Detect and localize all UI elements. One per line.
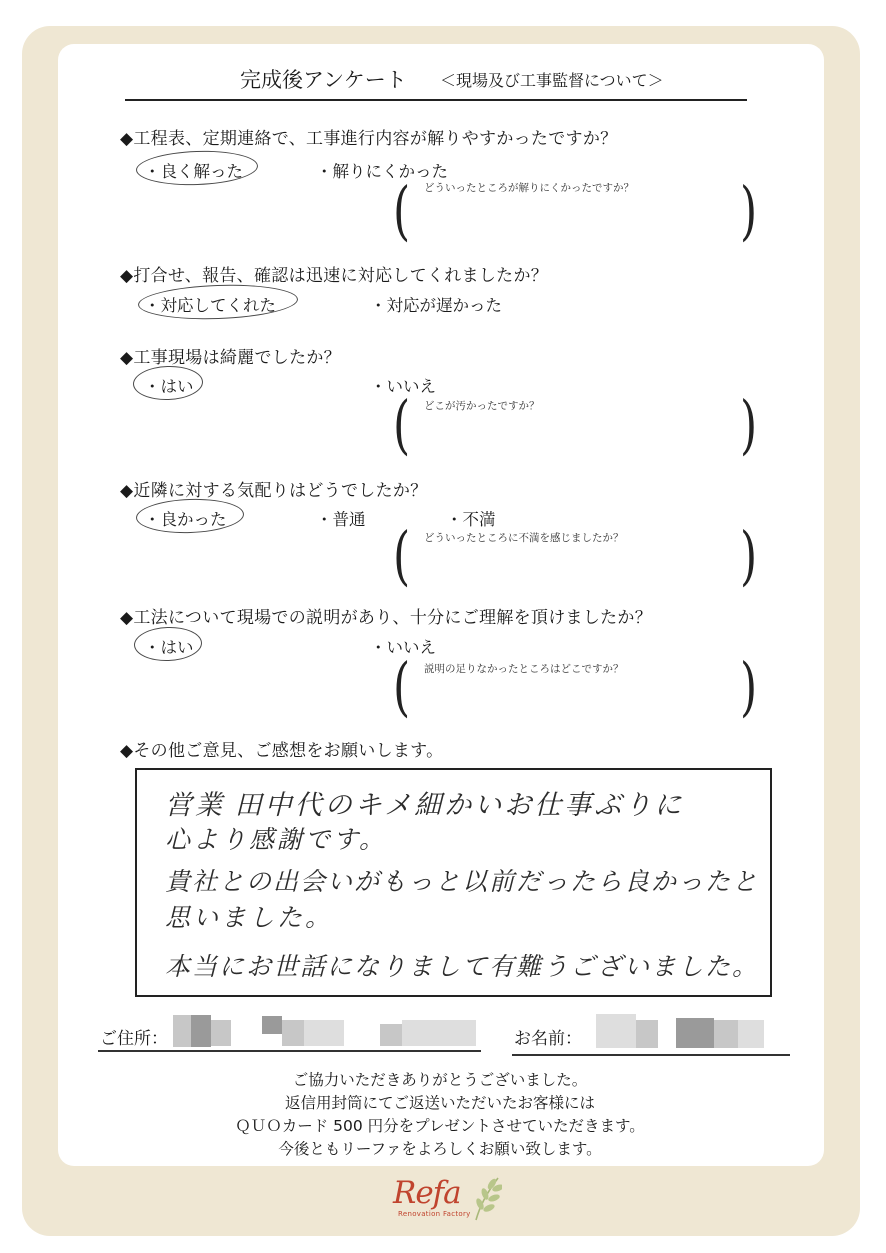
- q5-hint: 説明の足りなかったところはどこですか？: [424, 663, 624, 675]
- thanks-line-2: 返信用封筒にてご返送いただいたお客様には: [284, 1094, 595, 1112]
- title-underline: [125, 99, 747, 101]
- address-underline: [98, 1050, 481, 1052]
- page-title: 完成後アンケート: [240, 68, 407, 92]
- q5-bracket-close: ): [740, 650, 758, 725]
- q1-bracket-open: (: [393, 174, 411, 249]
- thanks-line-1: ご協力いただきありがとうございました。: [292, 1071, 588, 1089]
- comments-prompt: ◆その他ご意見、ご感想をお願いします。: [120, 741, 444, 761]
- name-label: お名前：: [514, 1029, 582, 1049]
- q5-option-2[interactable]: ・いいえ: [370, 638, 436, 657]
- q1-option-2[interactable]: ・解りにくかった: [316, 162, 448, 181]
- question-1: ◆工程表、定期連絡で、工事進行内容が解りやすかったですか？: [120, 129, 618, 149]
- q4-option-2[interactable]: ・普通: [316, 510, 366, 529]
- thanks-line-4: 今後ともリーファをよろしくお願い致します。: [278, 1140, 602, 1158]
- handwritten-line-5: 本当にお世話になりまして有難うございました。: [165, 954, 760, 981]
- q4-bracket-close: ): [740, 519, 758, 594]
- q3-bracket-close: ): [740, 388, 758, 463]
- leaf-icon: [468, 1174, 502, 1222]
- question-5: ◆工法について現場での説明があり、十分にご理解を頂けましたか？: [120, 608, 653, 628]
- q2-option-1[interactable]: ・対応してくれた: [144, 296, 276, 315]
- q3-option-1[interactable]: ・はい: [144, 377, 194, 396]
- q4-hint: どういったところに不満を感じましたか？: [424, 532, 624, 544]
- q5-bracket-open: (: [393, 650, 411, 725]
- handwritten-line-4: 思いました。: [165, 905, 334, 932]
- q1-option-1[interactable]: ・良く解った: [144, 162, 243, 181]
- address-label: ご住所：: [100, 1029, 168, 1049]
- question-4: ◆近隣に対する気配りはどうでしたか？: [120, 481, 428, 501]
- q2-option-2[interactable]: ・対応が遅かった: [370, 296, 502, 315]
- page-subtitle: ＜現場及び工事監督について＞: [440, 71, 664, 90]
- q3-bracket-open: (: [393, 388, 411, 463]
- q4-option-1[interactable]: ・良かった: [144, 510, 227, 529]
- question-3: ◆工事現場は綺麗でしたか？: [120, 348, 341, 368]
- q1-hint: どういったところが解りにくかったですか？: [424, 182, 634, 194]
- q3-hint: どこが汚かったですか？: [424, 400, 540, 412]
- question-2: ◆打合せ、報告、確認は迅速に対応してくれましたか？: [120, 266, 549, 286]
- handwritten-line-2: 心より感謝です。: [165, 827, 388, 854]
- q4-option-3[interactable]: ・不満: [446, 510, 496, 529]
- q5-option-1[interactable]: ・はい: [144, 638, 194, 657]
- name-underline: [512, 1054, 790, 1056]
- q3-option-2[interactable]: ・いいえ: [370, 377, 436, 396]
- q4-bracket-open: (: [393, 519, 411, 594]
- handwritten-line-3: 貴社との出会いがもっと以前だったら良かったと: [165, 869, 760, 896]
- refa-logo: Refa: [393, 1175, 461, 1211]
- handwritten-line-1: 営業 田中代のキメ細かいお仕事ぶりに: [165, 790, 685, 820]
- q1-bracket-close: ): [740, 174, 758, 249]
- thanks-line-3: ＱＵＯカード 500 円分をプレゼントさせていただきます。: [235, 1117, 645, 1135]
- refa-tagline: Renovation Factory: [398, 1210, 471, 1218]
